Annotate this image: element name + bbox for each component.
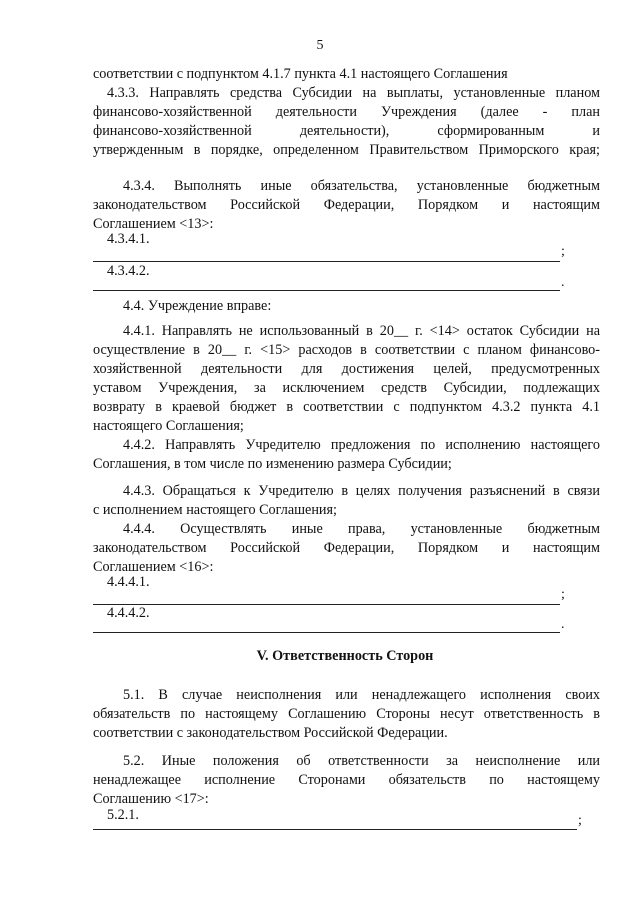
text-line: 4.4.4.1. — [107, 574, 150, 590]
text-line: 4.4.4.2. — [107, 605, 150, 621]
text-line: 4.3.3. Направлять средства Субсидии на выплаты, установленные планом — [107, 85, 600, 101]
fill-in-punctuation: ; — [561, 587, 565, 602]
text-line: настоящего Соглашения; — [93, 418, 244, 434]
text-line: соответствии с законодательством Российской Федерации. — [93, 725, 448, 741]
text-line: осуществление в 20__ г. <15> расходов в соответствии с планом финансово- — [93, 342, 600, 358]
page-number: 5 — [316, 38, 324, 53]
text-line: финансово-хозяйственной деятельности), сформированным и — [93, 123, 600, 139]
text-line: Соглашению <17>: — [93, 791, 209, 807]
text-line: обязательств по настоящему Соглашению Стороны несут ответственность в — [93, 706, 600, 722]
fill-in-line — [93, 290, 560, 291]
fill-in-punctuation: . — [561, 617, 565, 632]
fill-in-line — [93, 829, 577, 830]
text-line: 4.4.4. Осуществлять иные права, установленные бюджетным — [123, 521, 600, 537]
text-line: 5.1. В случае неисполнения или ненадлежащего исполнения своих — [123, 687, 600, 703]
text-line: соответствии с подпунктом 4.1.7 пункта 4.1 настоящего Соглашения — [93, 66, 508, 82]
text-line: 4.3.4. Выполнять иные обязательства, установленные бюджетным — [123, 178, 600, 194]
text-line: 4.3.4.1. — [107, 231, 150, 247]
text-line: 4.4.2. Направлять Учредителю предложения по исполнению настоящего — [123, 437, 600, 453]
fill-in-punctuation: . — [561, 275, 565, 290]
fill-in-punctuation: ; — [561, 244, 565, 259]
text-line: финансово-хозяйственной деятельности Учреждения (далее - план — [93, 104, 600, 120]
text-line: Соглашением <13>: — [93, 216, 214, 232]
text-line: уставом Учреждения, за исключением средств Субсидии, подлежащих — [93, 380, 600, 396]
fill-in-punctuation: ; — [578, 813, 582, 828]
text-line: 4.4.1. Направлять не использованный в 20__ г. <14> остаток Субсидии на — [123, 323, 600, 339]
text-line: с исполнением настоящего Соглашения; — [93, 502, 337, 518]
text-line: Соглашением <16>: — [93, 559, 214, 575]
text-line: 4.4.3. Обращаться к Учредителю в целях получения разъяснений в связи — [123, 483, 600, 499]
text-line: 5.2. Иные положения об ответственности за неисполнение или — [123, 753, 600, 769]
fill-in-line — [93, 632, 560, 633]
text-line: возврату в краевой бюджет в соответствии с подпунктом 4.3.2 пункта 4.1 — [93, 399, 600, 415]
text-line: 4.3.4.2. — [107, 263, 150, 279]
text-line: хозяйственной деятельности для достижения целей, предусмотренных — [93, 361, 600, 377]
text-line: ненадлежащее исполнение Сторонами обязательств по настоящему — [93, 772, 600, 788]
text-line: Соглашения, в том числе по изменению размера Субсидии; — [93, 456, 452, 472]
text-line: утвержденным в порядке, определенном Правительством Приморского края; — [93, 142, 600, 158]
text-line: законодательством Российской Федерации, Порядком и настоящим — [93, 197, 600, 213]
text-line: законодательством Российской Федерации, Порядком и настоящим — [93, 540, 600, 556]
section-heading: V. Ответственность Сторон — [256, 648, 434, 664]
text-line: 5.2.1. — [107, 807, 139, 823]
text-line: 4.4. Учреждение вправе: — [123, 298, 272, 314]
